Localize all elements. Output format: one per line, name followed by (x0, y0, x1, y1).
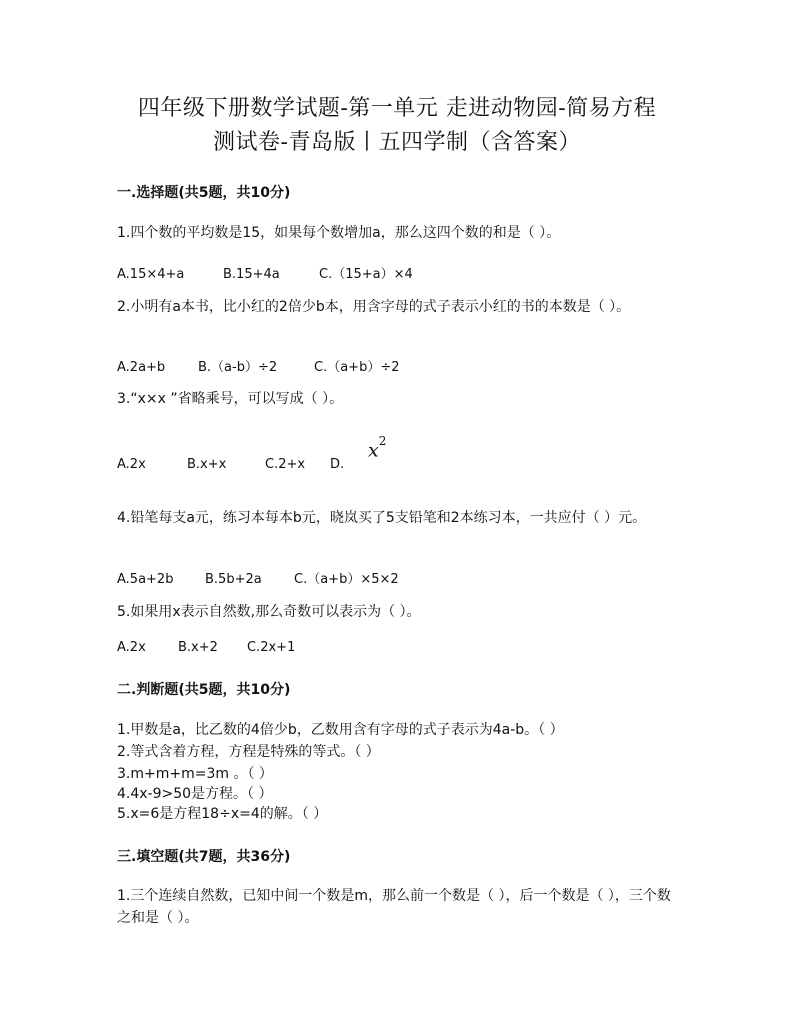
option-c: C.2+x (265, 457, 306, 472)
option-a: A.2x (117, 640, 146, 655)
judge-item-4: 4.4x-9>50是方程。（ ） (117, 786, 273, 802)
judge-item-2: 2.等式含着方程，方程是特殊的等式。（ ） (117, 744, 380, 760)
page-title-line-1: 四年级下册数学试题-第一单元 走进动物园-简易方程 (137, 96, 657, 121)
option-b: B.5b+2a (205, 572, 262, 587)
choice-question-4-options (117, 568, 399, 587)
choice-question-3: 3.“x×x ”省略乘号，可以写成（ ）。 (117, 391, 344, 407)
option-c: C.2x+1 (247, 640, 296, 655)
choice-question-5: 5.如果用x表示自然数,那么奇数可以表示为（ ）。 (117, 604, 421, 620)
math-exponent: 2 (378, 434, 387, 448)
option-a: A.5a+2b (117, 572, 174, 587)
option-a: A.2x (117, 457, 146, 472)
option-c: C.（15+a）×4 (319, 267, 413, 282)
choice-question-2-options (117, 356, 399, 375)
option-a: A.2a+b (117, 360, 166, 375)
judge-item-3: 3.m+m+m=3m 。（ ） (117, 766, 273, 782)
judge-item-5: 5.x=6是方程18÷x=4的解。（ ） (117, 806, 328, 822)
option-c: C.（a+b）÷2 (314, 360, 400, 375)
choice-question-5-options (117, 640, 295, 655)
page-title-line-2: 测试卷-青岛版丨五四学制（含答案） (213, 130, 581, 155)
math-base: x (368, 439, 379, 462)
option-d: D. (330, 457, 345, 472)
section-heading-choice: 一.选择题(共5题，共10分) (117, 185, 291, 201)
section-heading-fill: 三.填空题(共7题，共36分) (117, 849, 291, 865)
option-c: C.（a+b）×5×2 (294, 572, 399, 587)
option-b: B.x+x (187, 457, 227, 472)
option-b: B.15+4a (223, 267, 280, 282)
choice-question-1-options (117, 263, 413, 282)
option-b: B.（a-b）÷2 (198, 360, 278, 375)
judge-item-1: 1.甲数是a，比乙数的4倍少b，乙数用含有字母的式子表示为4a-b。（ ） (117, 722, 564, 738)
option-a: A.15×4+a (117, 267, 185, 282)
fill-question-1: 1.三个连续自然数，已知中间一个数是m，那么前一个数是（ ），后一个数是（ ），三个数之和是（ ）。 (117, 888, 671, 926)
option-b: B.x+2 (178, 640, 218, 655)
choice-question-1: 1.四个数的平均数是15，如果每个数增加a，那么这四个数的和是（ ）。 (117, 225, 561, 241)
choice-question-2: 2.小明有a本书，比小红的2倍少b本，用含字母的式子表示小红的书的本数是（ ）。 (117, 299, 631, 315)
choice-question-3-options (117, 457, 344, 472)
option-d-math-x-squared (368, 434, 387, 462)
choice-question-4: 4.铅笔每支a元，练习本每本b元，晓岚买了5支铅笔和2本练习本，一共应付（ ）元。 (117, 510, 647, 526)
section-heading-judge: 二.判断题(共5题，共10分) (117, 682, 291, 698)
